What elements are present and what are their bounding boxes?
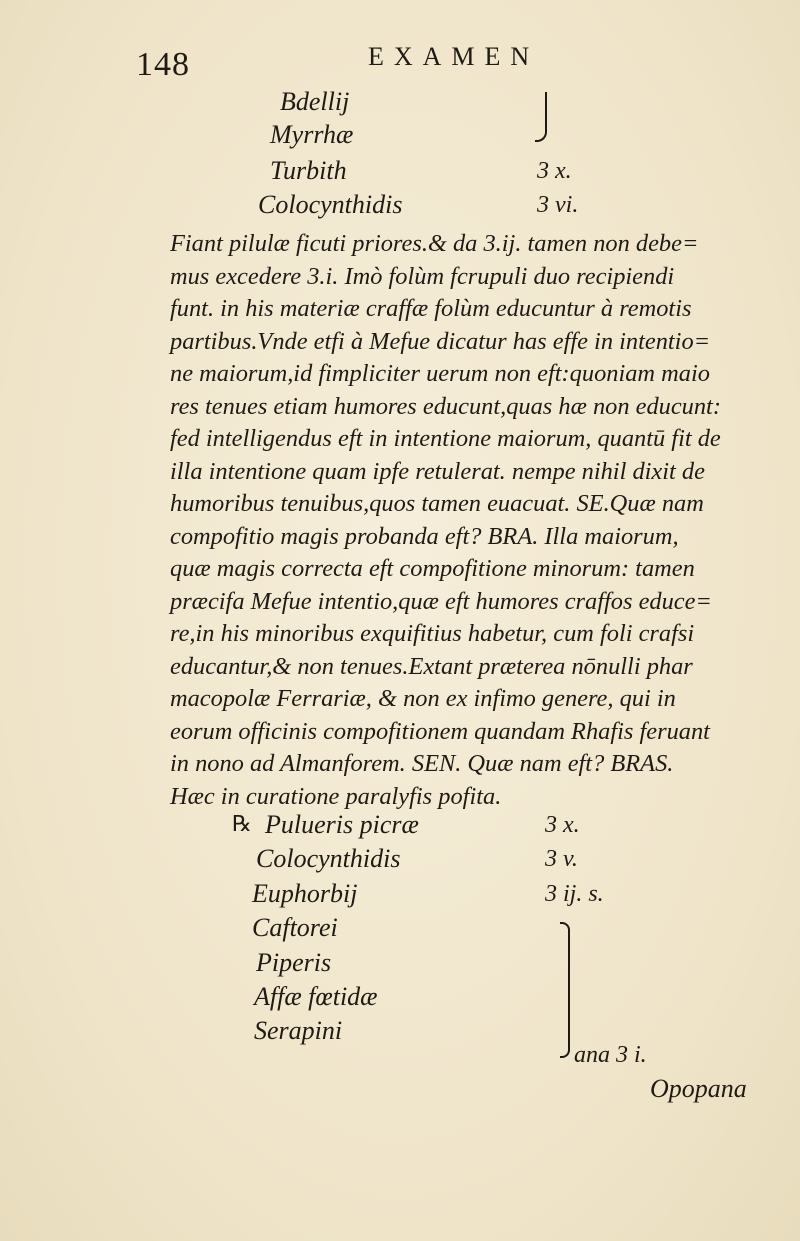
ingredient-piperis: Piperis (256, 948, 332, 977)
ingredient-pulueris-picrae: Pulueris picræ (265, 810, 419, 839)
body-line: Fiant pilulæ ficuti priores.& da 3.ij. tamen non debe= (170, 230, 699, 257)
ingredient-colocynthidis: Colocynthidis (258, 190, 403, 219)
page-number: 148 (136, 46, 190, 83)
body-text (170, 228, 785, 813)
body-line: macopolæ Ferrariæ, & non ex infimo genere, qui in (170, 685, 676, 712)
body-line: compofitio magis probanda eft? BRA. Illa maiorum, (170, 522, 679, 550)
quantity-colocynthidis: 3 vi. (537, 192, 579, 218)
body-line: illa intentione quam ipfe retulerat. nempe nihil dixit de (170, 457, 705, 485)
body-line: in nono ad Almanforem. SEN. Quæ nam eft? BRAS. (170, 750, 674, 777)
body-line: res tenues etiam humores educunt,quas hæ non educunt: (170, 392, 721, 420)
body-line: præcifa Mefue intentio,quæ eft humores craffos educe= (170, 587, 712, 615)
ingredient-colocynthidis: Colocynthidis (256, 844, 401, 873)
ingredient-euphorbij: Euphorbij (252, 879, 358, 908)
grouped-quantity: ana 3 i. (574, 1042, 647, 1068)
quantity-euphorbij: 3 ij. s. (545, 881, 604, 907)
ingredient-bdellij: Bdellij (280, 87, 350, 116)
ingredient-assae-foetidae: Affæ fœtidæ (254, 982, 378, 1011)
ingredient-turbith: Turbith (270, 156, 347, 185)
body-line: re,in his minoribus exquifitius habetur, cum foli crafsi (170, 620, 695, 647)
recipe-symbol: ℞ (232, 812, 252, 837)
brace-point (560, 1046, 570, 1058)
body-line: mus excedere 3.i. Imò folùm fcrupuli duo recipiendi (170, 262, 675, 290)
grouping-brace (535, 92, 547, 142)
catchword: Opopana (650, 1074, 747, 1103)
quantity-turbith: 3 x. (537, 158, 572, 184)
ingredient-castorei: Caftorei (252, 913, 338, 942)
brace-top (560, 922, 570, 942)
body-line: humoribus tenuibus,quos tamen euacuat. SE.Quæ nam (170, 490, 704, 517)
body-line: eorum officinis compofitionem quandam Rhafis feruant (170, 717, 710, 745)
body-line: educantur,& non tenues.Extant præterea nōnulli phar (170, 652, 693, 680)
body-line: funt. in his materiæ craffæ folùm educuntur à remotis (170, 295, 692, 322)
ingredient-serapini: Serapini (254, 1016, 343, 1045)
quantity-colocynthidis: 3 v. (545, 846, 578, 872)
body-line: ne maiorum,id fimpliciter uerum non eft:quoniam maio (170, 360, 710, 387)
body-line: fed intelligendus eft in intentione maiorum, quantū fit de (170, 425, 721, 452)
running-head: EXAMEN (368, 42, 540, 71)
body-line: partibus.Vnde etfi à Mefue dicatur has effe in intentio= (170, 327, 711, 355)
body-line: Hæc in curatione paralyfis pofita. (170, 782, 502, 810)
quantity-pulueris-picrae: 3 x. (545, 812, 580, 838)
brace-stem (560, 940, 570, 1046)
ingredient-myrrhae: Myrrhæ (270, 120, 354, 149)
body-line: quæ magis correcta eft compofitione minorum: tamen (170, 555, 695, 582)
